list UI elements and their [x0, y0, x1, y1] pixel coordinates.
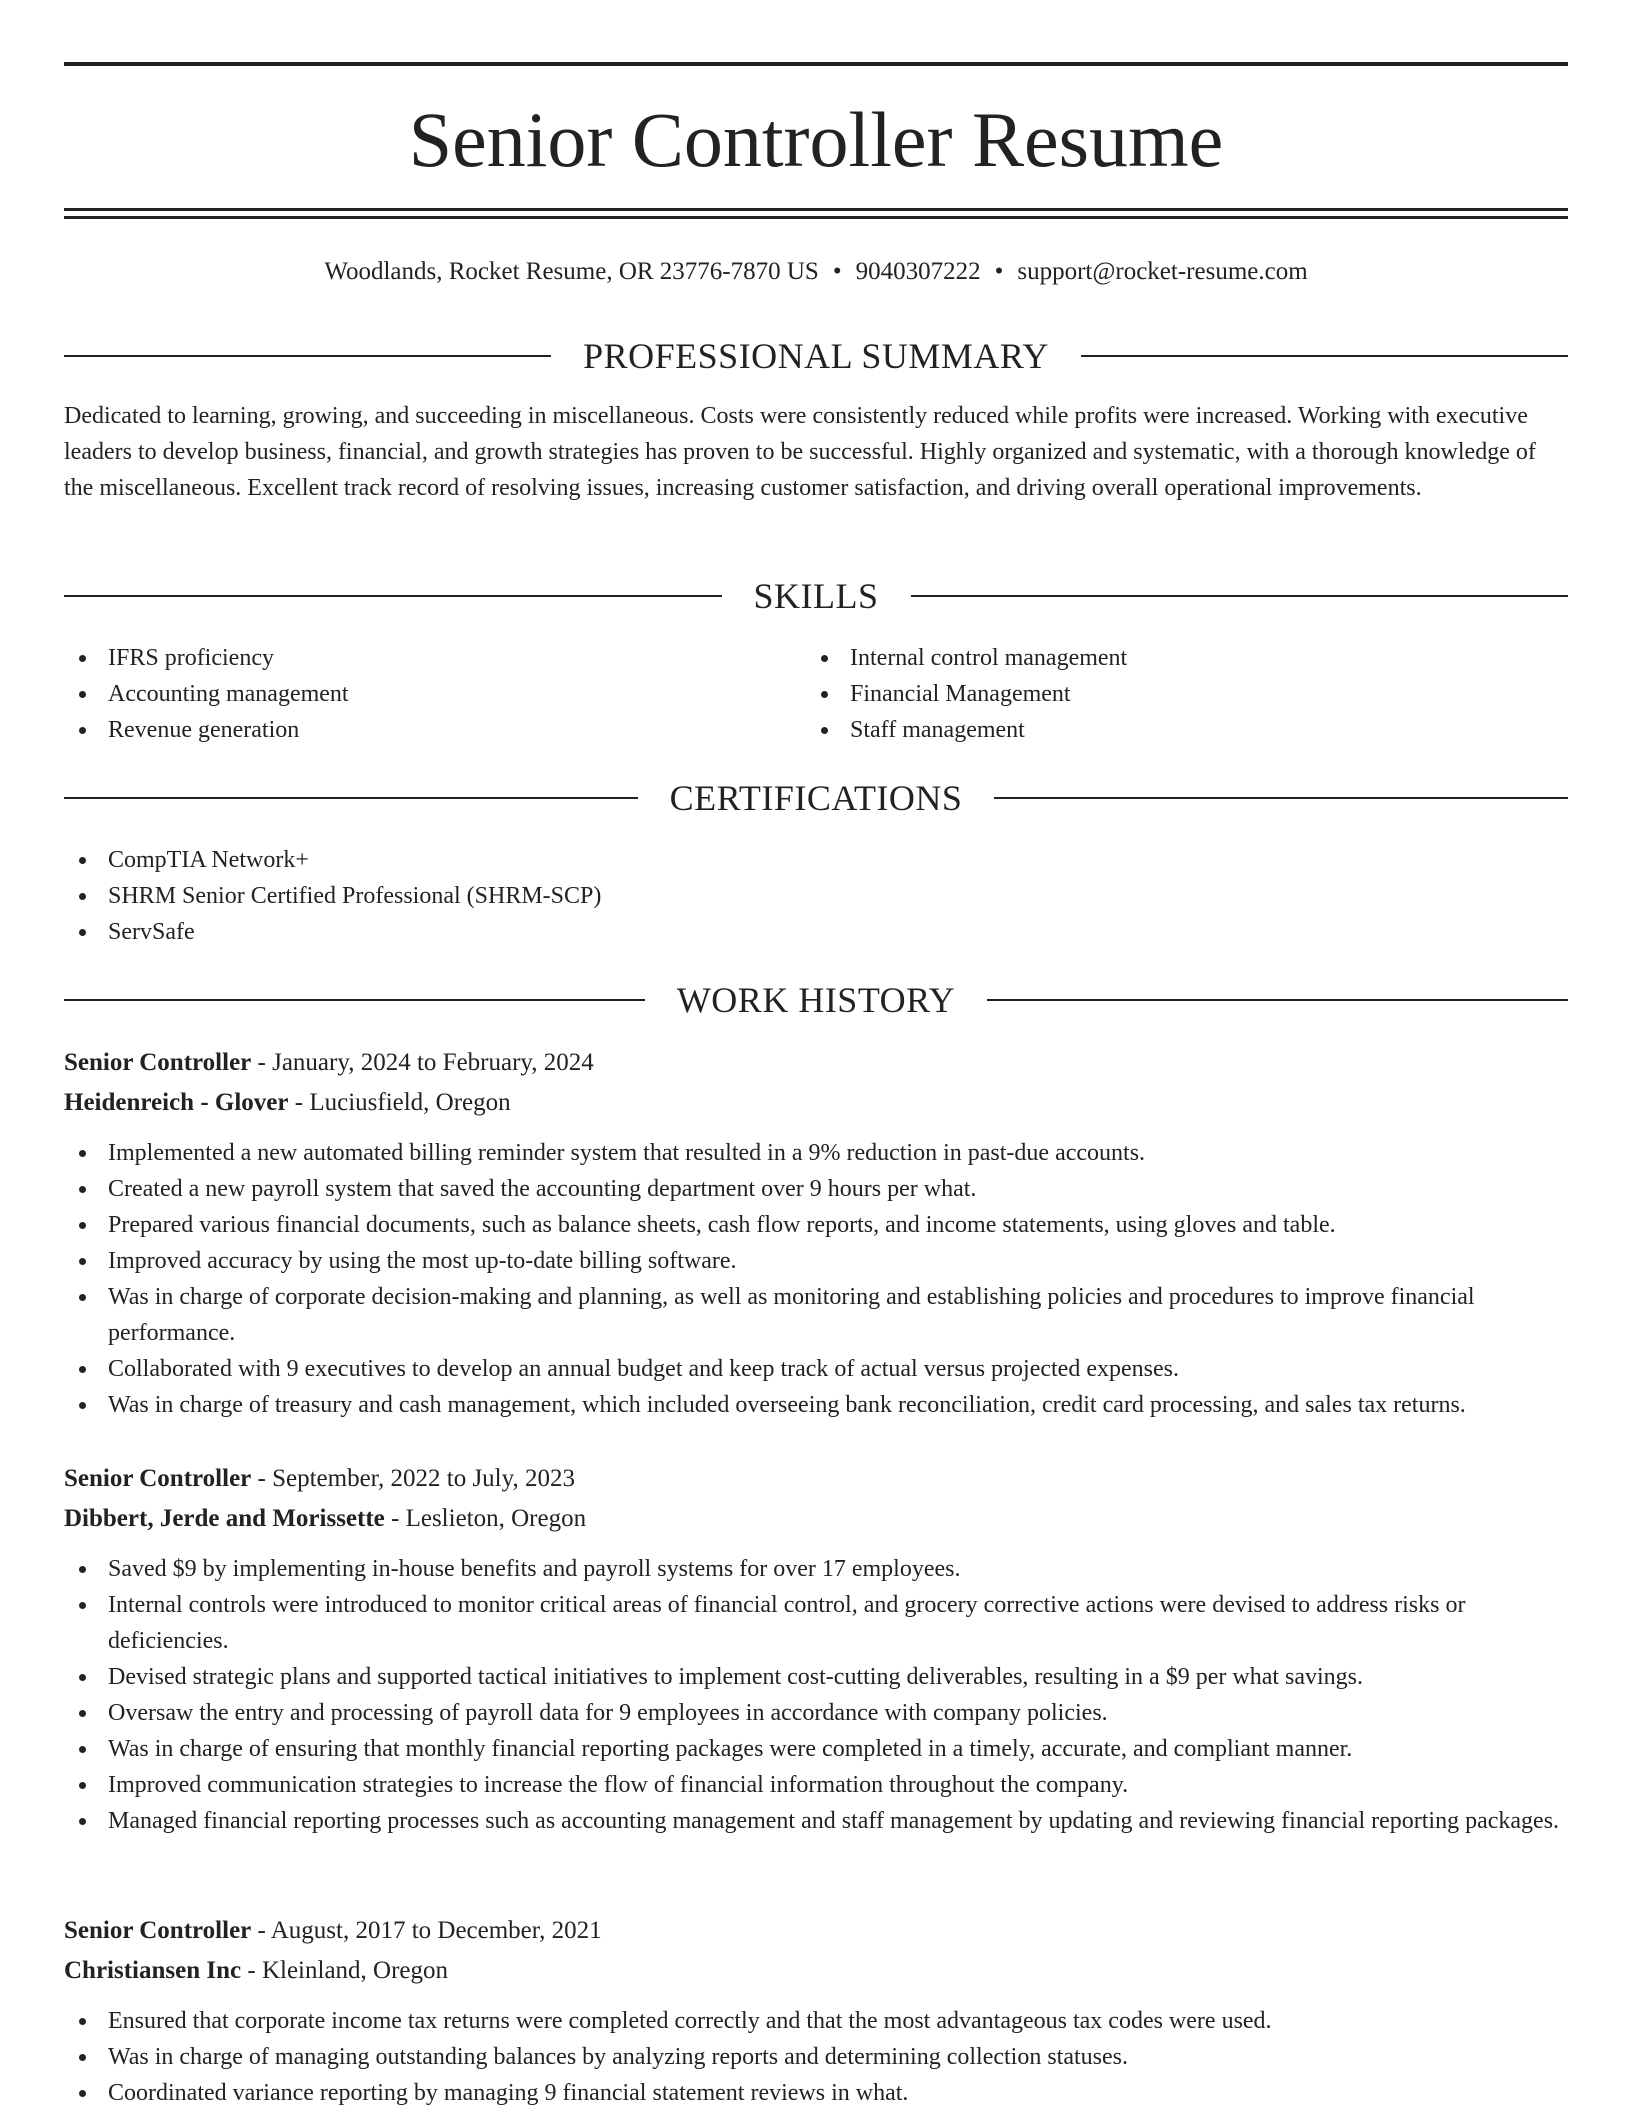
title-double-rule [64, 208, 1568, 219]
job-bullet: Was in charge of treasury and cash management, which included overseeing bank reconciliation, credit card processing, and sales tax returns. [64, 1387, 1568, 1423]
contact-separator: • [994, 258, 1004, 285]
skill-item: Financial Management [806, 676, 1546, 712]
job-entry [64, 1043, 1568, 1423]
resume-title: Senior Controller Resume [408, 96, 1224, 183]
heading-rule-right [911, 595, 1569, 597]
job-bullets [64, 1135, 1568, 1423]
summary-text: Dedicated to learning, growing, and succeeding in miscellaneous. Costs were consistently reduced while profits were increased. Working with executive leaders to develop business, financial, and growth strategies has proven to be successful. Highly organized and systematic, with a thorough knowledge of the miscellaneous. Excellent track record of resolving issues, increasing customer satisfaction, and driving overall operational improvements. [64, 403, 1536, 501]
job-title-line [64, 1459, 1568, 1499]
job-bullet: Implemented a new automated billing reminder system that resulted in a 9% reduction in past-due accounts. [64, 1135, 1568, 1171]
job-title: Senior Controller [64, 1917, 252, 1944]
job-dates: - September, 2022 to July, 2023 [251, 1465, 575, 1492]
job-dates: - January, 2024 to February, 2024 [251, 1049, 594, 1076]
section-heading-certifications [64, 773, 1568, 823]
job-dates: - August, 2017 to December, 2021 [251, 1917, 602, 1944]
job-bullet: Collaborated with 9 executives to develop an annual budget and keep track of actual versus projected expenses. [64, 1351, 1568, 1387]
job-bullet: Oversaw the entry and processing of payroll data for 9 employees in accordance with company policies. [64, 1695, 1568, 1731]
summary-heading: PROFESSIONAL SUMMARY [583, 336, 1049, 376]
contact-separator: • [832, 258, 842, 285]
job-bullet: Was in charge of ensuring that monthly financial reporting packages were completed in a timely, accurate, and compliant manner. [64, 1731, 1568, 1767]
heading-rule-left [64, 999, 645, 1001]
job-company-line [64, 1951, 1568, 1991]
certification-item: ServSafe [64, 914, 1568, 950]
job-bullet: Improved communication strategies to increase the flow of financial information throughout the company. [64, 1767, 1568, 1803]
contact-line [64, 252, 1568, 292]
heading-rule-left [64, 595, 722, 597]
job-bullet: Created a new payroll system that saved the accounting department over 9 hours per what. [64, 1171, 1568, 1207]
job-bullet: Saved $9 by implementing in-house benefits and payroll systems for over 17 employees. [64, 1551, 1568, 1587]
section-heading-summary [64, 331, 1568, 381]
heading-rule-right [987, 999, 1568, 1001]
skills-list-right [806, 640, 1546, 748]
contact-address: Woodlands, Rocket Resume, OR 23776-7870 US [324, 258, 819, 285]
job-bullet: Was in charge of corporate decision-making and planning, as well as monitoring and establishing policies and procedures to improve financial performance. [64, 1279, 1568, 1351]
job-bullet: Ensured that corporate income tax returns were completed correctly and that the most advantageous tax codes were used. [64, 2003, 1568, 2039]
job-company: Heidenreich - Glover [64, 1089, 289, 1116]
certifications-heading: CERTIFICATIONS [669, 778, 963, 818]
skill-item: Accounting management [64, 676, 804, 712]
job-entry [64, 1459, 1568, 1839]
job-bullet: Devised strategic plans and supported tactical initiatives to implement cost-cutting deliverables, resulting in a $9 per what savings. [64, 1659, 1568, 1695]
heading-rule-right [1081, 355, 1568, 357]
job-bullet: Internal controls were introduced to monitor critical areas of financial control, and grocery corrective actions were devised to address risks or deficiencies. [64, 1587, 1568, 1659]
section-heading-skills [64, 571, 1568, 621]
section-heading-work-history [64, 975, 1568, 1025]
job-company: Christiansen Inc [64, 1957, 242, 1984]
heading-rule-left [64, 355, 551, 357]
job-location: - Kleinland, Oregon [241, 1957, 449, 1984]
contact-email: support@rocket-resume.com [1017, 258, 1308, 285]
skills-list-left [64, 640, 804, 748]
job-bullets [64, 2003, 1568, 2111]
job-title: Senior Controller [64, 1465, 252, 1492]
job-location: - Luciusfield, Oregon [288, 1089, 511, 1116]
work-history-heading: WORK HISTORY [676, 980, 956, 1020]
job-bullet: Coordinated variance reporting by managing 9 financial statement reviews in what. [64, 2075, 1568, 2111]
heading-rule-right [994, 797, 1568, 799]
job-bullet: Managed financial reporting processes such as accounting management and staff management by updating and reviewing financial reporting packages. [64, 1803, 1568, 1839]
job-bullet: Was in charge of managing outstanding balances by analyzing reports and determining collection statuses. [64, 2039, 1568, 2075]
job-company: Dibbert, Jerde and Morissette [64, 1505, 385, 1532]
job-entry [64, 1911, 1568, 2111]
job-bullets [64, 1551, 1568, 1839]
job-company-line [64, 1499, 1568, 1539]
job-title: Senior Controller [64, 1049, 252, 1076]
certification-item: CompTIA Network+ [64, 842, 1568, 878]
contact-phone: 9040307222 [855, 258, 981, 285]
job-location: - Leslieton, Oregon [384, 1505, 587, 1532]
heading-rule-left [64, 797, 638, 799]
skill-item: IFRS proficiency [64, 640, 804, 676]
job-title-line [64, 1043, 1568, 1083]
job-title-line [64, 1911, 1568, 1951]
skill-item: Staff management [806, 712, 1546, 748]
certifications-list [64, 842, 1568, 950]
skill-item: Internal control management [806, 640, 1546, 676]
skills-heading: SKILLS [753, 576, 879, 616]
top-rule [64, 62, 1568, 66]
job-bullet: Improved accuracy by using the most up-to-date billing software. [64, 1243, 1568, 1279]
certification-item: SHRM Senior Certified Professional (SHRM-SCP) [64, 878, 1568, 914]
skill-item: Revenue generation [64, 712, 804, 748]
job-company-line [64, 1083, 1568, 1123]
job-bullet: Prepared various financial documents, such as balance sheets, cash flow reports, and income statements, using gloves and table. [64, 1207, 1568, 1243]
